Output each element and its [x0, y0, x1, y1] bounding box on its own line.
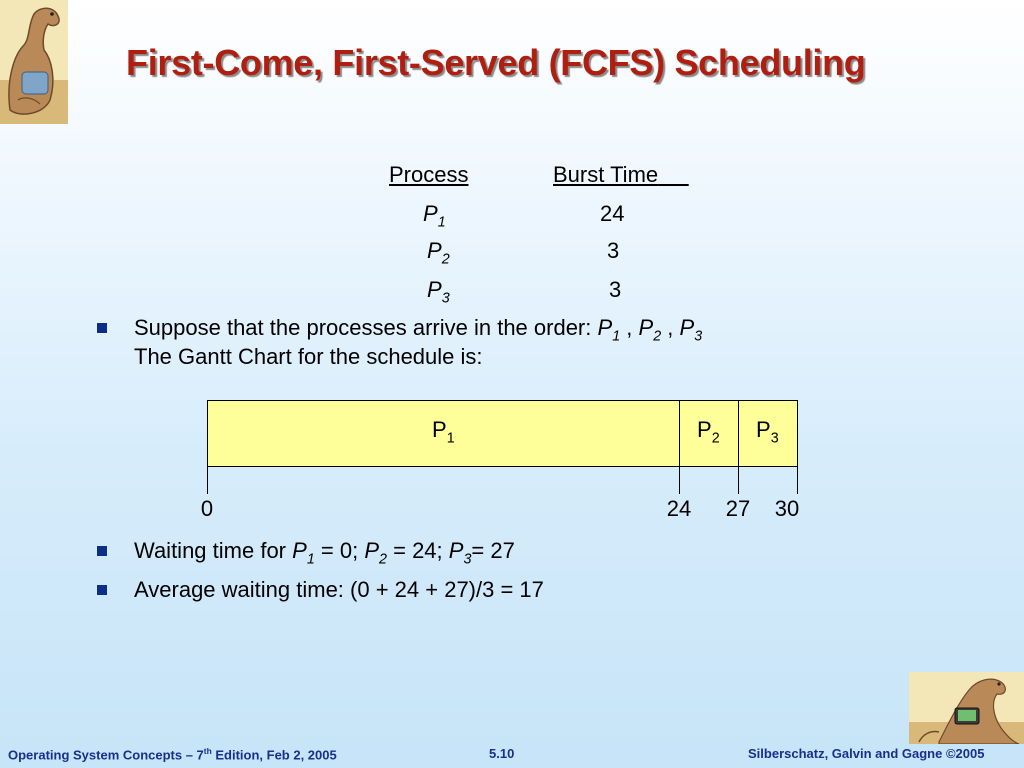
footer-course-sup: th [203, 746, 212, 756]
burst-value: 3 [609, 277, 622, 302]
gantt-bar-label: $P_3$ [756, 417, 779, 447]
waiting-value: = 27 [471, 538, 515, 563]
bullet-marker [97, 323, 107, 333]
arrival-process-sub: 2 [653, 328, 662, 345]
footer-copyright: Silberschatz, Galvin and Gagne ©2005 [748, 746, 985, 761]
waiting-process-sub: 1 [306, 551, 315, 568]
table-row [427, 277, 450, 306]
process-sub: 1 [437, 214, 446, 231]
arrival-process: P [679, 315, 695, 340]
waiting-process: P [292, 538, 307, 563]
arrival-order-line [134, 315, 702, 344]
arrival-process: P [638, 315, 654, 340]
waiting-process-sub: 3 [463, 551, 472, 568]
gantt-tick-label: 27 [725, 496, 751, 521]
arrival-process: P [597, 315, 613, 340]
gantt-tick-label: 24 [666, 496, 692, 521]
process-name: P [423, 201, 438, 226]
gantt-bar-label: $P_1$ [432, 417, 455, 447]
table-header-process: Process [389, 162, 469, 187]
bullet-marker [97, 546, 107, 556]
arrival-process-sub: 1 [612, 328, 621, 345]
table-header-burst [553, 162, 689, 188]
arrival-separator: , [667, 315, 674, 340]
burst-value: 3 [607, 238, 620, 263]
gantt-tick [207, 467, 208, 494]
gantt-intro: The Gantt Chart for the schedule is: [134, 344, 483, 369]
waiting-process-sub: 2 [379, 551, 387, 568]
table-row [427, 238, 450, 267]
waiting-time-line [134, 538, 515, 567]
dinosaur-logo-bottom [909, 672, 1024, 744]
bullet-marker [97, 585, 107, 595]
process-sub: 2 [441, 251, 450, 268]
arrival-separator: , [626, 315, 633, 340]
arrival-prefix: Suppose that the processes arrive in the order: [134, 315, 592, 340]
process-name: P [427, 238, 442, 263]
gantt-bar-label: $P_2$ [697, 417, 720, 447]
footer-course-prefix: Operating System Concepts – 7 [8, 747, 204, 763]
average-waiting-time: Average waiting time: (0 + 24 + 27)/3 = 17 [134, 577, 544, 602]
footer-page-number: 5.10 [489, 746, 515, 761]
footer-course-suffix: Edition, Feb 2, 2005 [211, 747, 337, 763]
table-header-burst-text: Burst Time [553, 162, 659, 187]
waiting-value: = 24; [393, 538, 443, 563]
gantt-tick [738, 467, 739, 494]
gantt-tick-label: 0 [200, 496, 214, 521]
dinosaur-logo-top [0, 0, 68, 124]
process-sub: 3 [441, 290, 450, 307]
waiting-value: = 0; [320, 538, 359, 563]
waiting-process: P [364, 538, 380, 563]
gantt-tick [679, 467, 680, 494]
waiting-prefix: Waiting time for [134, 538, 287, 563]
waiting-process: P [448, 538, 464, 563]
slide-title: First-Come, First-Served (FCFS) Scheduling [126, 42, 866, 83]
table-row [423, 201, 446, 230]
arrival-process-sub: 3 [694, 328, 703, 345]
gantt-tick [797, 467, 798, 494]
burst-value: 24 [600, 201, 625, 226]
process-name: P [427, 277, 442, 302]
gantt-tick-label: 30 [774, 496, 800, 521]
footer-course [8, 746, 337, 762]
